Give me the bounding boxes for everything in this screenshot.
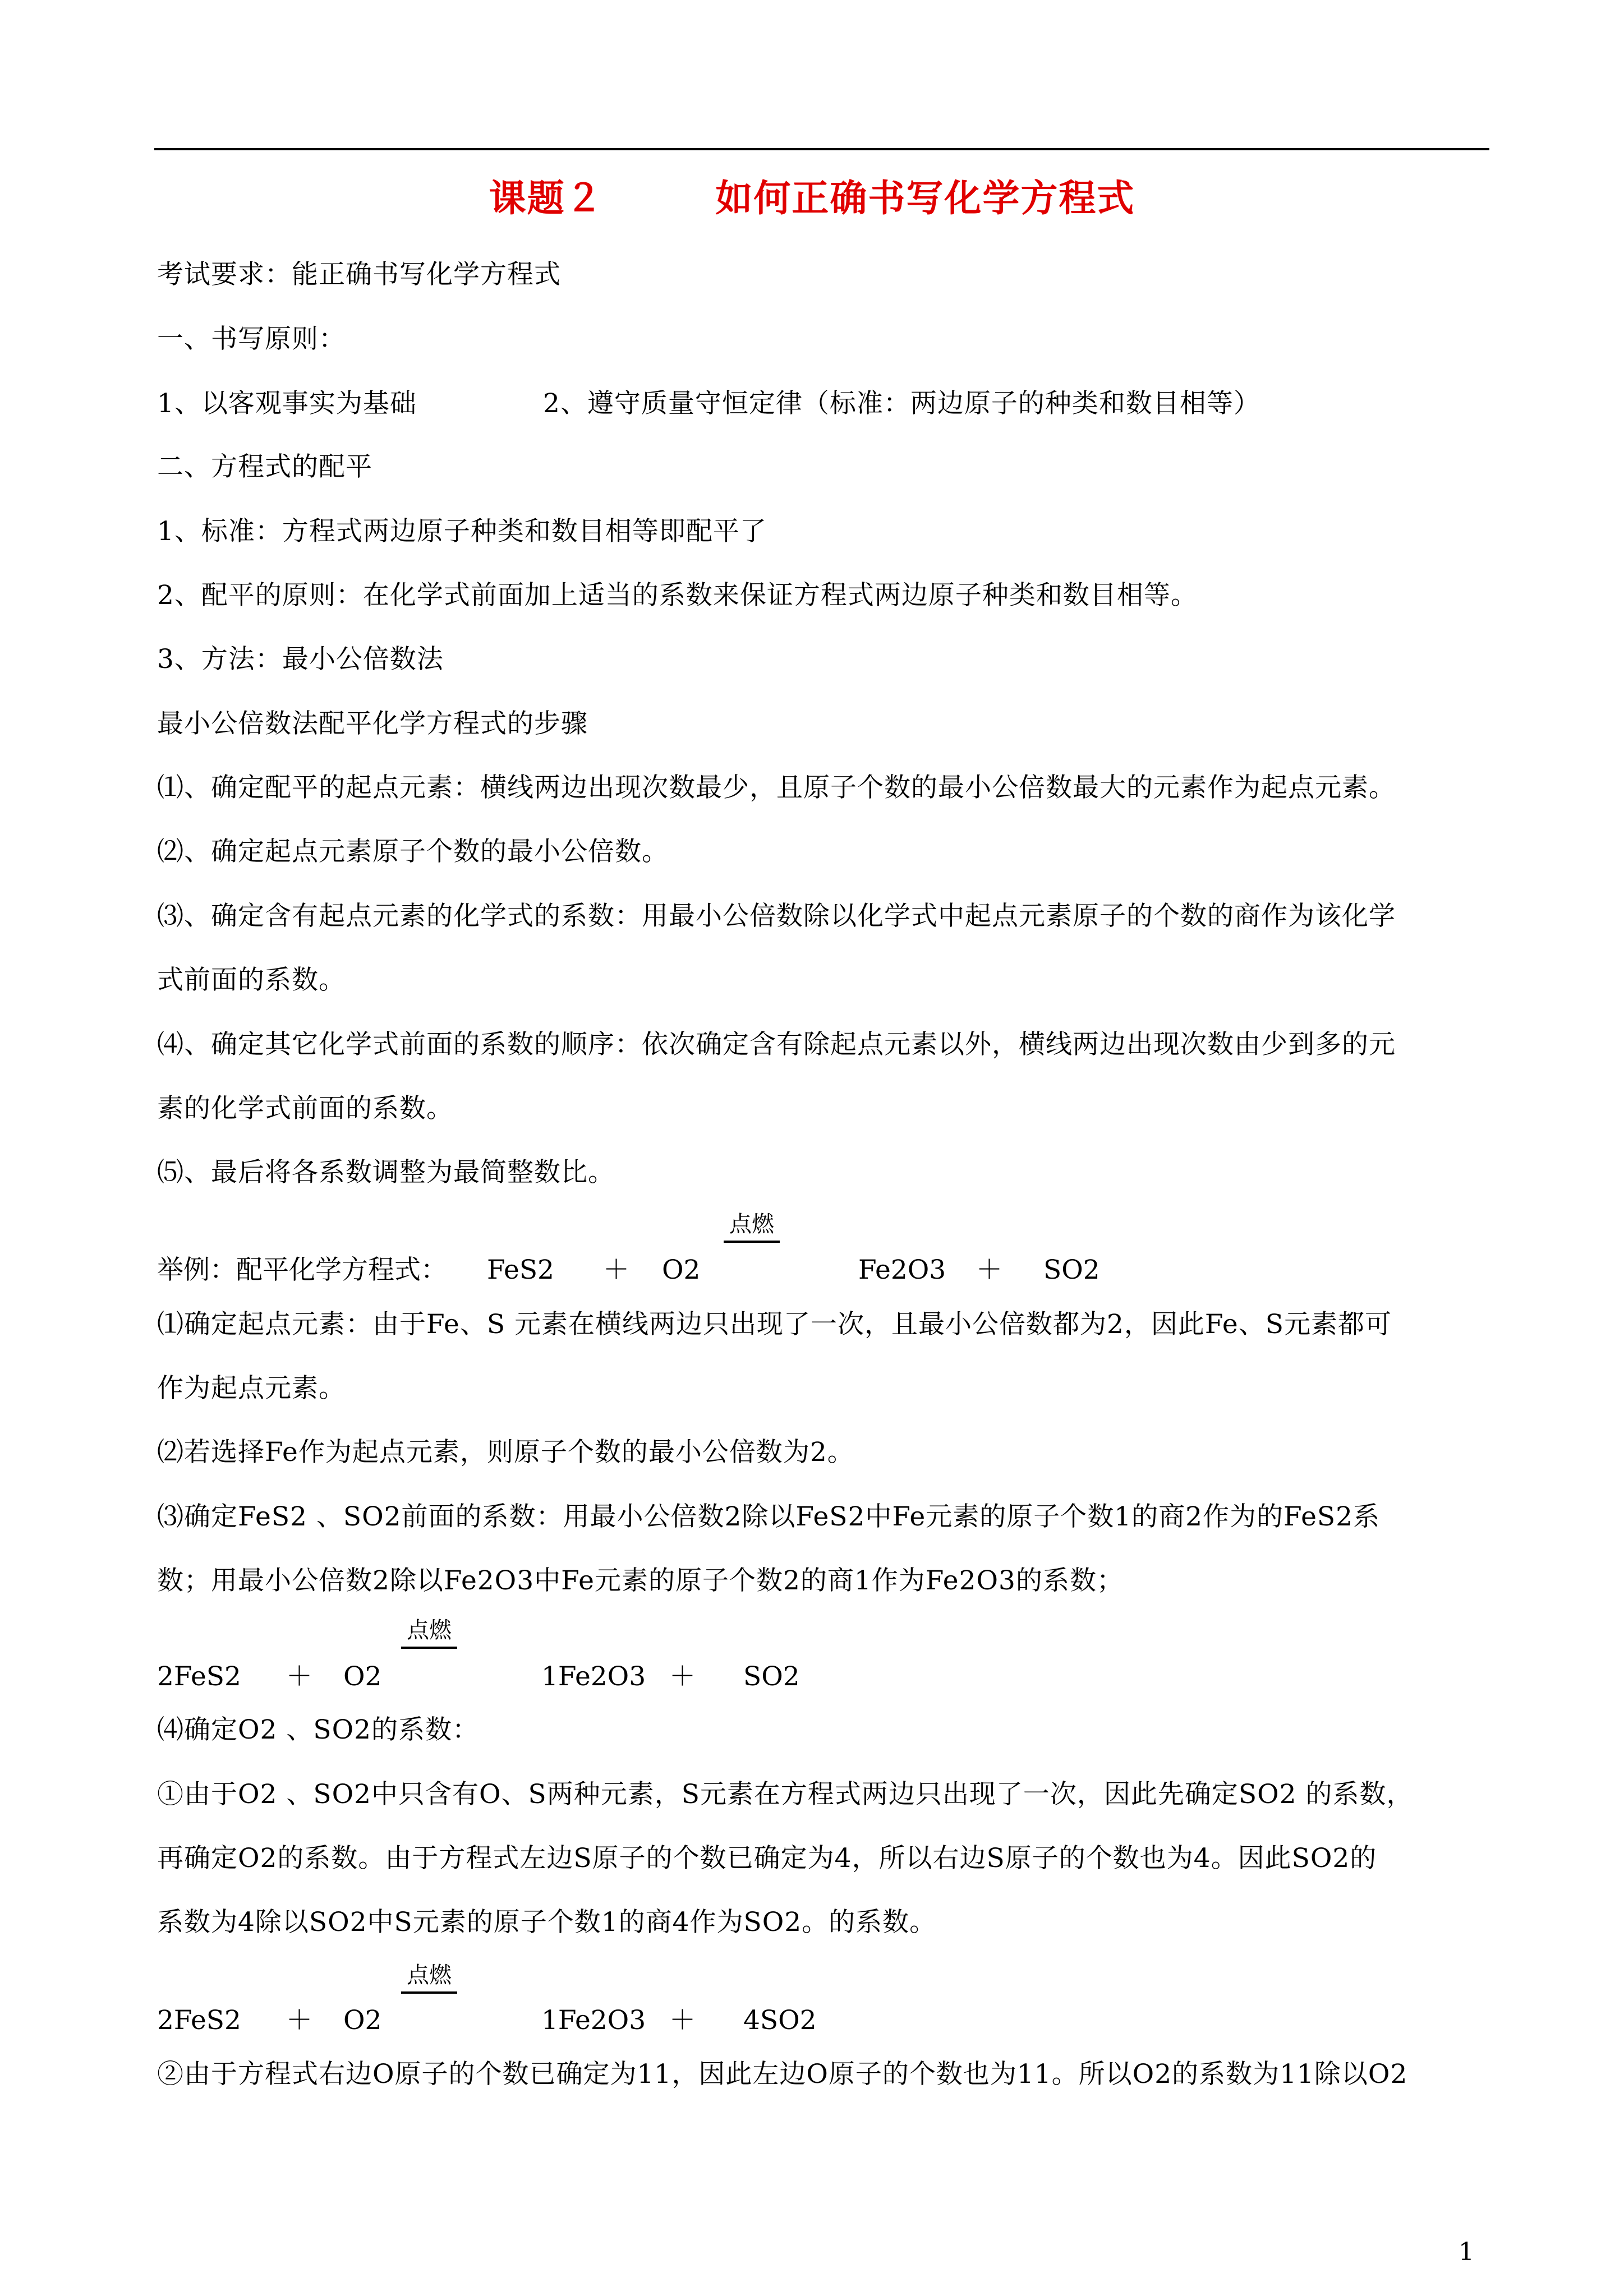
paragraph: 素的化学式前面的系数。 xyxy=(157,1093,453,1124)
example-prefix: 举例：配平化学方程式： xyxy=(157,1255,447,1285)
section-heading-principles: 一、书写原则： xyxy=(157,324,346,354)
paragraph: ⑶、确定含有起点元素的化学式的系数：用最小公倍数除以化学式中起点元素原子的个数的商作为该化学 xyxy=(157,901,1396,932)
equation-term: O2 xyxy=(662,1255,701,1285)
equation-term: 1Fe2O3 xyxy=(541,2005,646,2036)
principle-1: 1、以客观事实为基础 xyxy=(157,388,417,419)
paragraph: 再确定O2的系数。由于方程式左边S原子的个数已确定为4，所以右边S原子的个数也为4。因此SO2的 xyxy=(157,1843,1377,1874)
paragraph: 系数为4除以SO2中S元素的原子个数1的商4作为SO2。的系数。 xyxy=(157,1907,937,1938)
equation-plus: ＋ xyxy=(976,1255,1002,1285)
paragraph: 作为起点元素。 xyxy=(157,1373,346,1404)
paragraph: 3、方法：最小公倍数法 xyxy=(157,644,444,675)
equation-term: SO2 xyxy=(743,1661,800,1692)
paragraph: ⑵、确定起点元素原子个数的最小公倍数。 xyxy=(157,836,669,867)
paragraph: 1、标准：方程式两边原子种类和数目相等即配平了 xyxy=(157,516,767,547)
paragraph: ⑷确定O2 、SO2的系数： xyxy=(157,1714,480,1745)
paragraph: ⑴确定起点元素：由于Fe、S 元素在横线两边只出现了一次，且最小公倍数都为2，因此Fe、S元素都可 xyxy=(157,1309,1392,1340)
reaction-condition: 点燃 xyxy=(724,1210,780,1243)
header-rule xyxy=(154,148,1489,150)
reaction-condition: 点燃 xyxy=(401,1616,457,1649)
equation-term: 4SO2 xyxy=(743,2005,817,2036)
paragraph: ⑴、确定配平的起点元素：横线两边出现次数最少，且原子个数的最小公倍数最大的元素作为起点元素。 xyxy=(157,772,1396,803)
paragraph: ⑶确定FeS2 、SO2前面的系数：用最小公倍数2除以FeS2中Fe元素的原子个数1的商2作为的FeS2系 xyxy=(157,1501,1381,1532)
page-number: 1 xyxy=(1459,2238,1474,2266)
paragraph: ⑵若选择Fe作为起点元素，则原子个数的最小公倍数为2。 xyxy=(157,1437,854,1468)
equation-plus: ＋ xyxy=(603,1255,629,1285)
paragraph: ①由于O2 、SO2中只含有O、S两种元素，S元素在方程式两边只出现了一次，因此先确定SO2 的系数， xyxy=(157,1779,1414,1810)
equation-term: Fe2O3 xyxy=(858,1255,946,1285)
paragraph: 最小公倍数法配平化学方程式的步骤 xyxy=(157,708,588,739)
paragraph: ⑸、最后将各系数调整为最简整数比。 xyxy=(157,1157,615,1188)
reaction-condition: 点燃 xyxy=(401,1961,457,1994)
paragraph: ②由于方程式右边O原子的个数已确定为11，因此左边O原子的个数也为11。所以O2的系数为11除以O2 xyxy=(157,2059,1408,2090)
exam-requirement: 考试要求：能正确书写化学方程式 xyxy=(157,259,561,290)
equation-term: O2 xyxy=(343,2005,382,2036)
paragraph: 式前面的系数。 xyxy=(157,965,346,995)
page-title xyxy=(0,168,1624,222)
equation-term: O2 xyxy=(343,1661,382,1692)
equation-term: 2FeS2 xyxy=(157,1661,241,1692)
principle-2: 2、遵守质量守恒定律（标准：两边原子的种类和数目相等） xyxy=(543,388,1260,419)
paragraph: 数；用最小公倍数2除以Fe2O3中Fe元素的原子个数2的商1作为Fe2O3的系数； xyxy=(157,1565,1124,1596)
equation-plus: ＋ xyxy=(286,2005,312,2036)
equation-term: 1Fe2O3 xyxy=(541,1661,646,1692)
equation-plus: ＋ xyxy=(286,1661,312,1692)
section-heading-balancing: 二、方程式的配平 xyxy=(157,451,372,482)
equation-term: SO2 xyxy=(1043,1255,1100,1285)
paragraph: ⑷、确定其它化学式前面的系数的顺序：依次确定含有除起点元素以外，横线两边出现次数由少到多的元 xyxy=(157,1029,1396,1060)
paragraph: 2、配平的原则：在化学式前面加上适当的系数来保证方程式两边原子种类和数目相等。 xyxy=(157,580,1198,611)
equation-plus: ＋ xyxy=(669,2005,696,2036)
title-label: 课题２ xyxy=(489,176,604,220)
equation-term: FeS2 xyxy=(487,1255,554,1285)
equation-term: 2FeS2 xyxy=(157,2005,241,2036)
title-text: 如何正确书写化学方程式 xyxy=(715,176,1135,220)
equation-plus: ＋ xyxy=(669,1661,696,1692)
